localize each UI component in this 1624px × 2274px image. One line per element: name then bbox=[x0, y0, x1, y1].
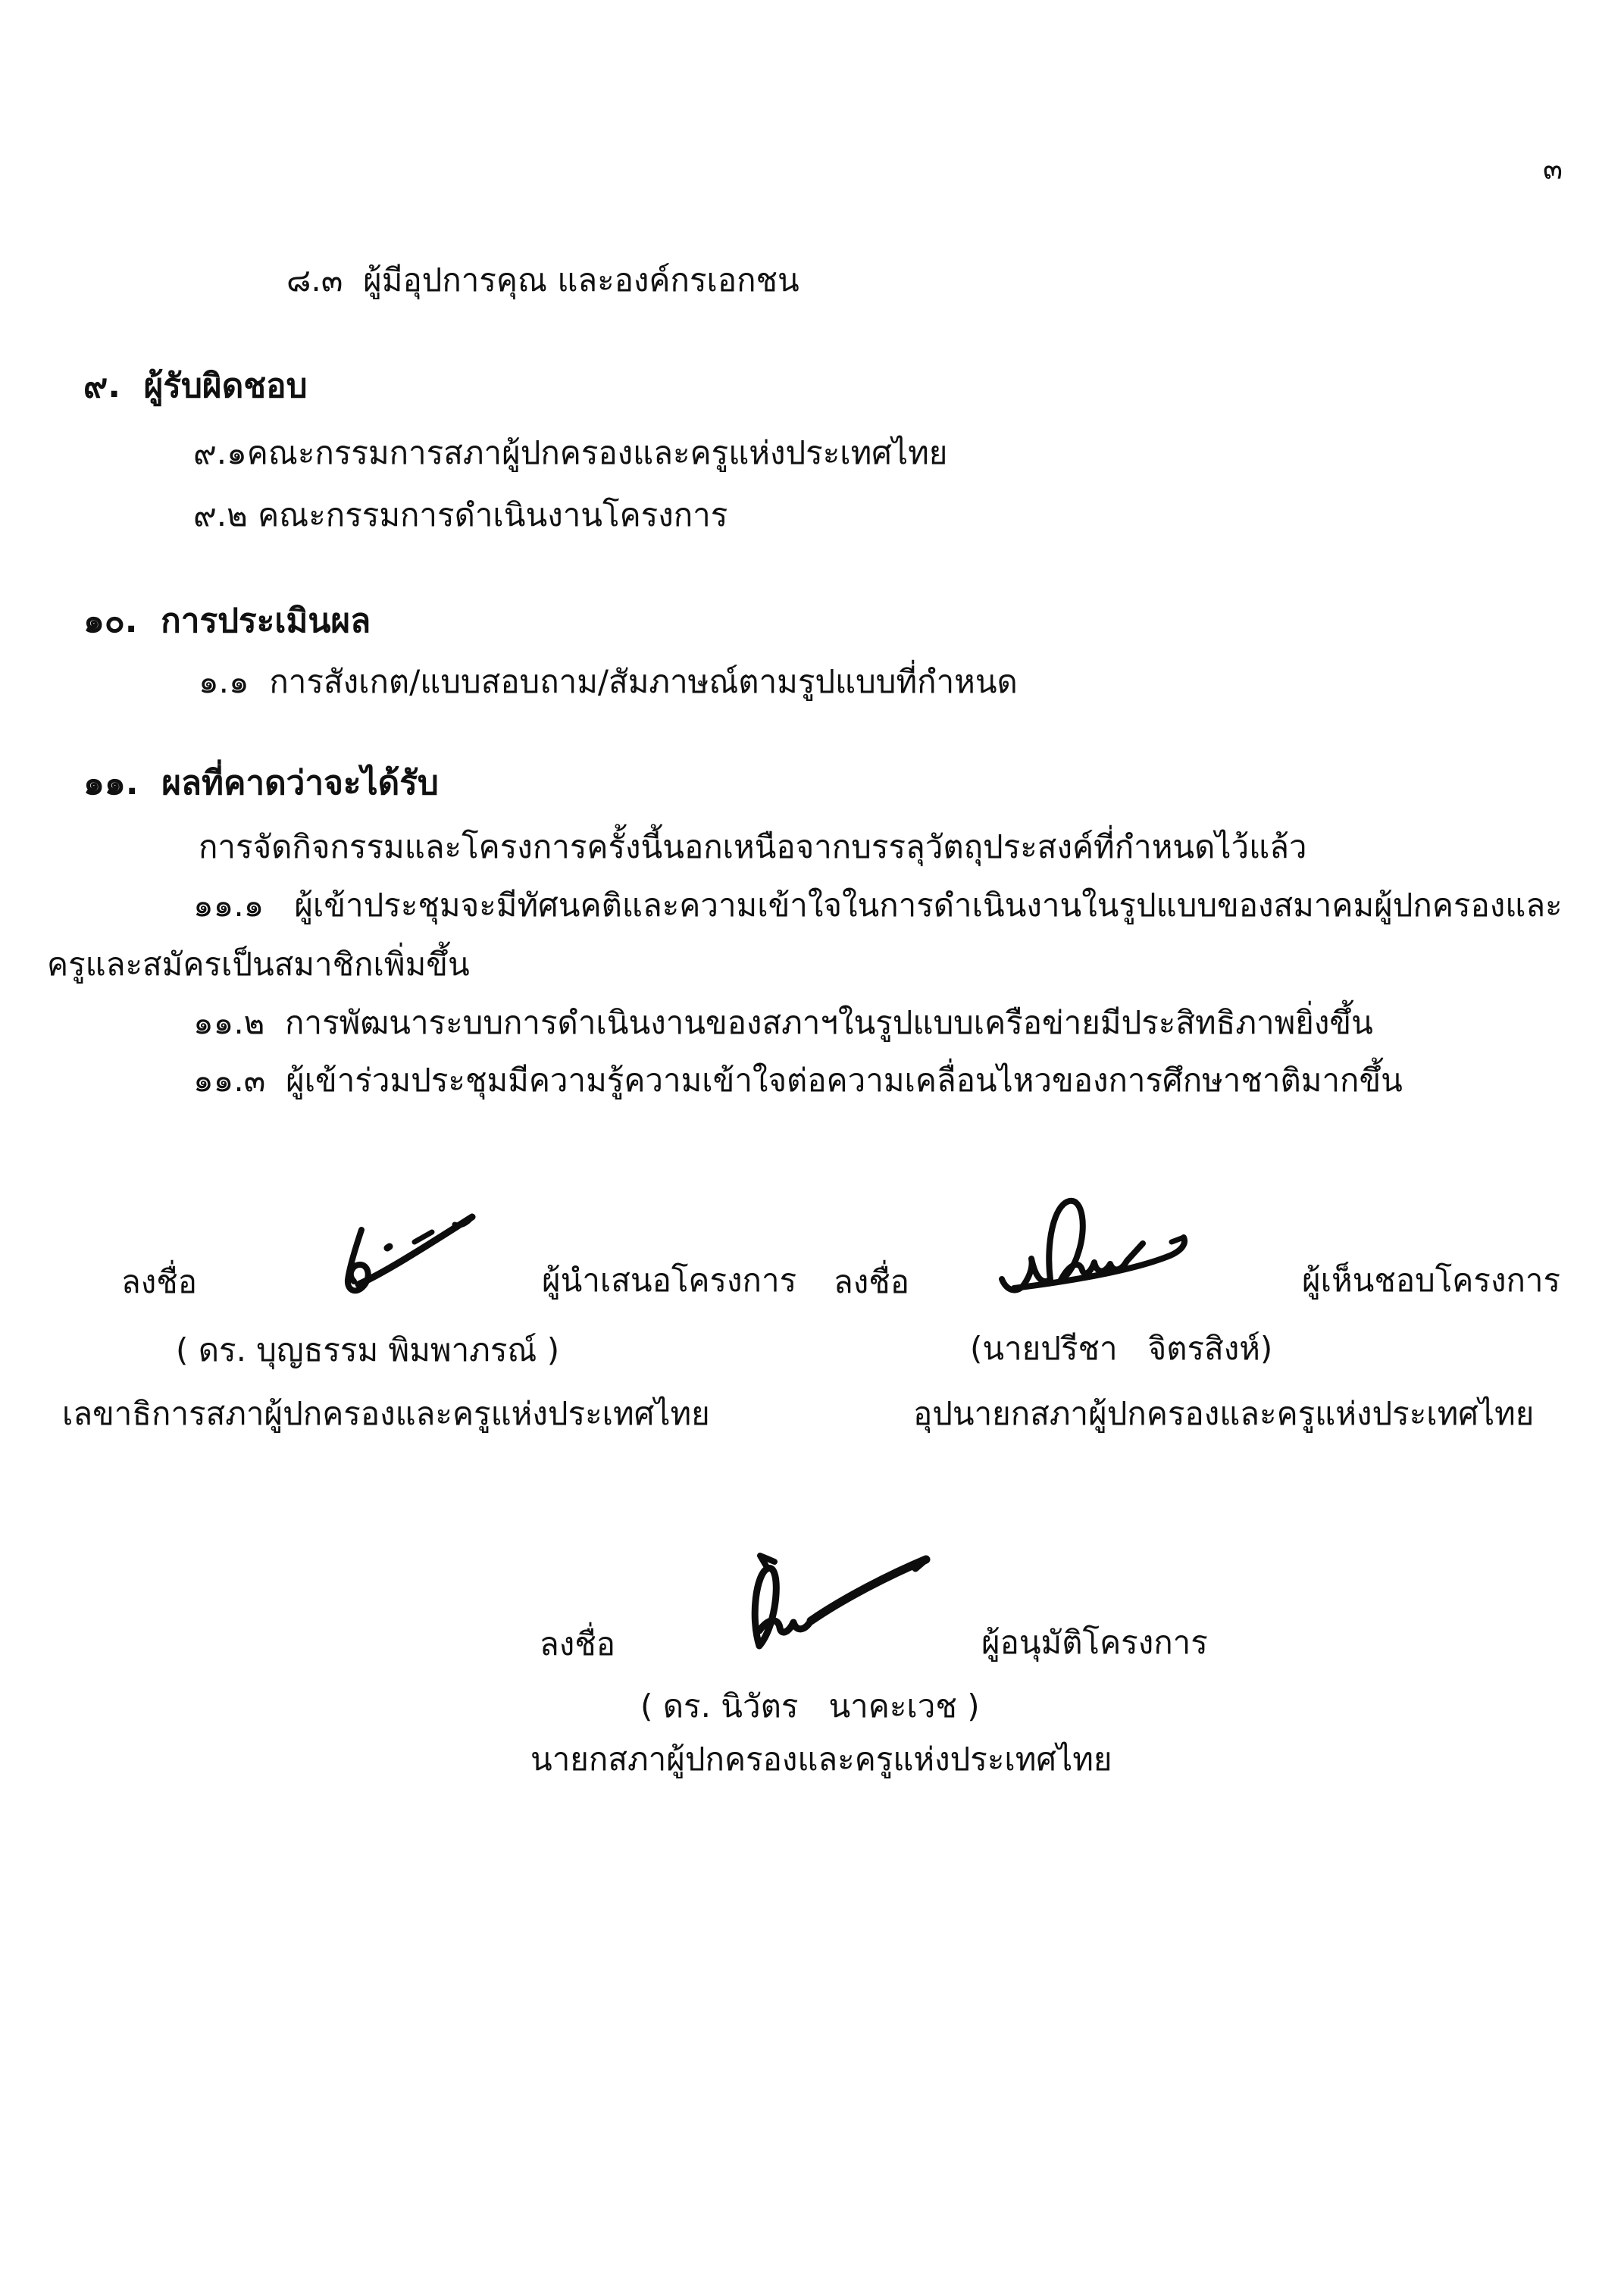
list-item-11-2: ๑๑.๒ การพัฒนาระบบการดำเนินงานของสภาฯในรูปแบบเครือข่ายมีประสิทธิภาพยิ่งขึ้น bbox=[193, 1004, 1373, 1041]
list-item-11-3: ๑๑.๓ ผู้เข้าร่วมประชุมมีความรู้ความเข้าใจต่อความเคลื่อนไหวของการศึกษาชาติมากขึ้น bbox=[193, 1062, 1403, 1099]
sign-label-endorser: ลงชื่อ bbox=[834, 1263, 909, 1300]
name-approver: ( ดร. นิวัตร นาคะเวช ) bbox=[640, 1688, 980, 1725]
list-item-10-1: ๑.๑ การสังเกต/แบบสอบถาม/สัมภาษณ์ตามรูปแบบที่กำหนด bbox=[199, 663, 1018, 700]
list-item-8-3: ๘.๓ ผู้มีอุปการคุณ และองค์กรเอกชน bbox=[286, 261, 799, 299]
sign-label-proposer: ลงชื่อ bbox=[121, 1263, 197, 1300]
name-proposer: ( ดร. บุญธรรม พิมพาภรณ์ ) bbox=[176, 1331, 560, 1368]
paragraph-11-intro: การจัดกิจกรรมและโครงการครั้งนี้นอกเหนือจากบรรลุวัตถุประสงค์ที่กำหนดไว้แล้ว bbox=[199, 828, 1307, 865]
list-item-9-1: ๙.๑คณะกรรมการสภาผู้ปกครองและครูแห่งประเทศไทย bbox=[193, 434, 948, 471]
section-heading-11: ๑๑. ผลที่คาดว่าจะได้รับ bbox=[83, 764, 439, 802]
list-item-11-1: ๑๑.๑ ผู้เข้าประชุมจะมีทัศนคติและความเข้าใจในการดำเนินงานในรูปแบบของสมาคมผู้ปกครองและ bbox=[193, 887, 1563, 924]
role-endorser: ผู้เห็นชอบโครงการ bbox=[1302, 1262, 1561, 1299]
signature-approver-image bbox=[720, 1547, 955, 1661]
name-endorser: (นายปรีชา จิตรสิงห์) bbox=[970, 1330, 1273, 1367]
sign-label-approver: ลงชื่อ bbox=[540, 1625, 615, 1662]
list-item-9-2: ๙.๒ คณะกรรมการดำเนินงานโครงการ bbox=[193, 496, 728, 533]
section-heading-10: ๑๐. การประเมินผล bbox=[83, 602, 371, 640]
section-heading-9: ๙. ผู้รับผิดชอบ bbox=[83, 367, 308, 405]
role-approver: ผู้อนุมัติโครงการ bbox=[981, 1624, 1208, 1661]
title-proposer: เลขาธิการสภาผู้ปกครองและครูแห่งประเทศไทย bbox=[62, 1395, 710, 1432]
signature-proposer-image bbox=[314, 1201, 496, 1307]
role-proposer: ผู้นำเสนอโครงการ bbox=[542, 1262, 797, 1299]
title-approver: นายกสภาผู้ปกครองและครูแห่งประเทศไทย bbox=[530, 1741, 1112, 1778]
signature-endorser-image bbox=[993, 1191, 1258, 1316]
list-item-11-1-wrap: ครูและสมัครเป็นสมาชิกเพิ่มขึ้น bbox=[47, 946, 470, 983]
page-number: ๓ bbox=[1543, 152, 1563, 186]
title-endorser: อุปนายกสภาผู้ปกครองและครูแห่งประเทศไทย bbox=[913, 1395, 1535, 1432]
